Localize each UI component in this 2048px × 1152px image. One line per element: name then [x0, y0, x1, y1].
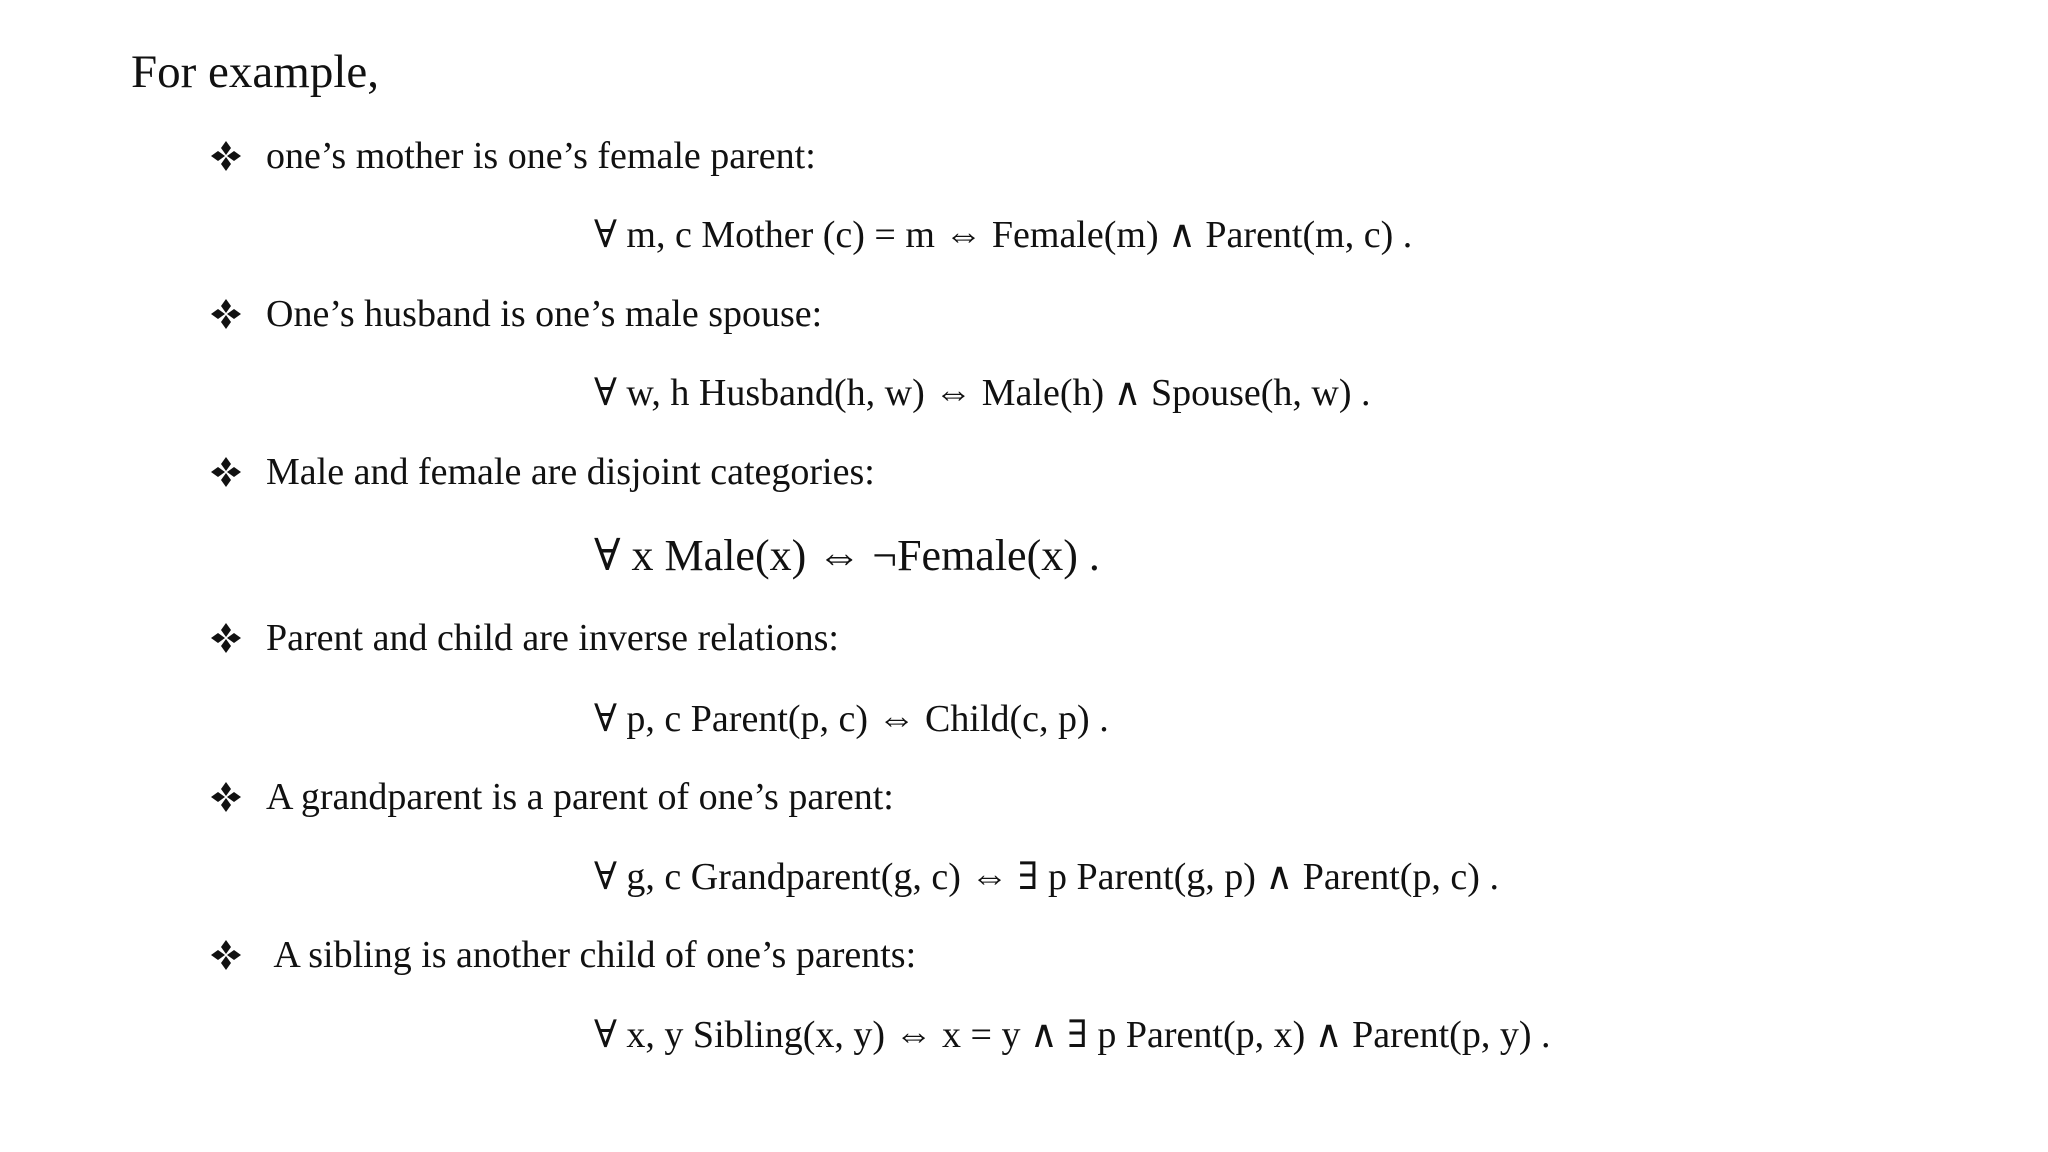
- bullet-item-husband: [210, 289, 822, 339]
- four-diamond-bullet-icon: [210, 140, 242, 172]
- formula-disjoint: ∀ x Male(x) ⇔ ¬Female(x) .: [594, 531, 1100, 580]
- statement-text: A sibling is another child of one’s parents:: [266, 934, 917, 976]
- bullet-item-disjoint: [210, 447, 875, 497]
- formula-inverse: ∀ p, c Parent(p, c) ⇔ Child(c, p) .: [594, 698, 1109, 740]
- four-diamond-bullet-icon: [210, 781, 242, 813]
- bullet-item-mother: [210, 131, 816, 181]
- bullet-item-grandparent: [210, 772, 894, 822]
- intro-text: For example,: [131, 46, 379, 98]
- bullet-item-sibling: [210, 930, 916, 980]
- formula-mother: ∀ m, c Mother (c) = m ⇔ Female(m) ∧ Parent(m, c) .: [594, 214, 1413, 256]
- formula-sibling: ∀ x, y Sibling(x, y) ⇔ x = y ∧ ∃ p Parent(p, x) ∧ Parent(p, y) .: [594, 1014, 1551, 1056]
- statement-text: Parent and child are inverse relations:: [266, 617, 839, 659]
- formula-husband: ∀ w, h Husband(h, w) ⇔ Male(h) ∧ Spouse(h, w) .: [594, 372, 1371, 414]
- four-diamond-bullet-icon: [210, 939, 242, 971]
- four-diamond-bullet-icon: [210, 456, 242, 488]
- statement-text: one’s mother is one’s female parent:: [266, 135, 816, 177]
- statement-text: A grandparent is a parent of one’s parent:: [266, 776, 894, 818]
- bullet-item-inverse: [210, 613, 839, 663]
- statement-text: One’s husband is one’s male spouse:: [266, 293, 823, 335]
- formula-grandparent: ∀ g, c Grandparent(g, c) ⇔ ∃ p Parent(g, p) ∧ Parent(p, c) .: [594, 856, 1499, 898]
- four-diamond-bullet-icon: [210, 298, 242, 330]
- four-diamond-bullet-icon: [210, 622, 242, 654]
- statement-text: Male and female are disjoint categories:: [266, 451, 875, 493]
